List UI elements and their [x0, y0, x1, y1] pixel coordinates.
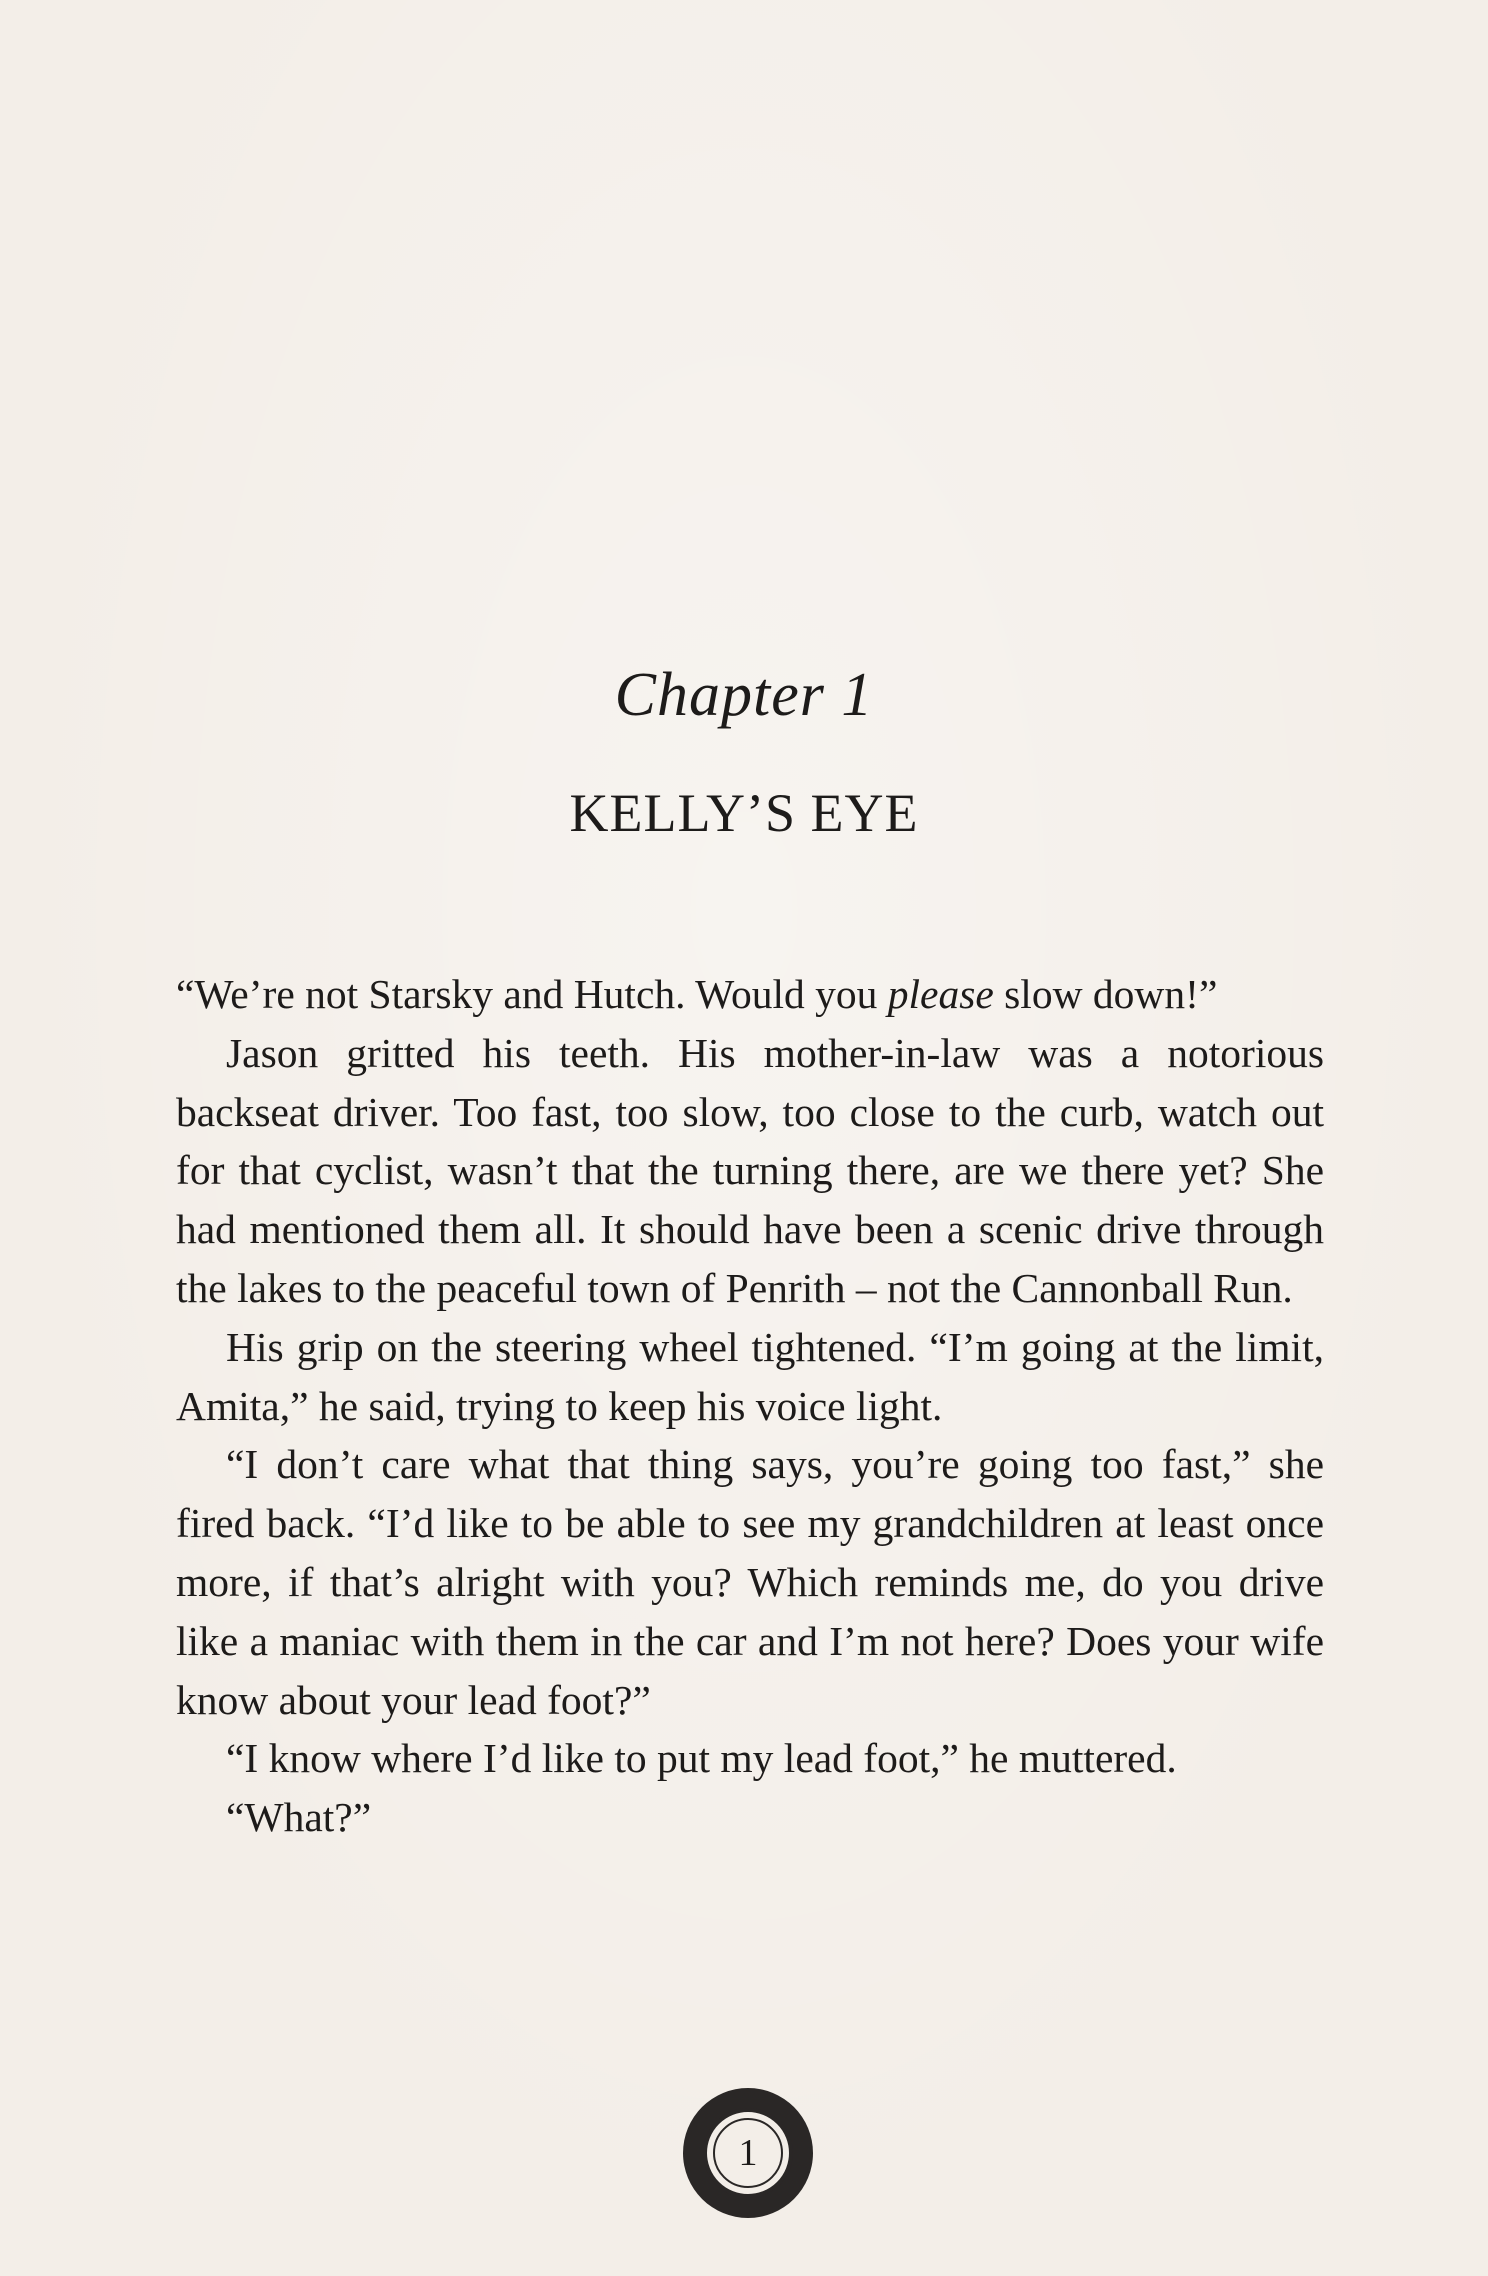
paragraph-text-end: slow down!” — [993, 971, 1218, 1017]
paragraph-text: “We’re not Starsky and Hutch. Would you — [176, 971, 888, 1017]
chapter-label: Chapter 1 — [614, 661, 874, 729]
emphasis-text: please — [887, 971, 994, 1017]
paragraph — [176, 1729, 1324, 1788]
paragraph — [176, 965, 1324, 1024]
page-number: 1 — [738, 2132, 758, 2174]
chapter-title: KELLY’S EYE — [569, 783, 919, 843]
paragraph — [176, 1435, 1324, 1729]
paragraph-text: “I know where I’d like to put my lead foot,” he muttered. — [226, 1735, 1177, 1782]
body-text — [176, 965, 1324, 1847]
paragraph-text: “What?” — [226, 1794, 372, 1841]
page-number-badge — [683, 2088, 813, 2218]
paragraph — [176, 1024, 1324, 1318]
paragraph — [176, 1318, 1324, 1436]
paragraph — [176, 1788, 1324, 1847]
paragraph-text: Jason gritted his teeth. His mother-in-law was a notorious backseat driver. Too fast, too slow, too close to the curb, watch out for that cyclist, wasn’t that the turning there, are we there yet? She had mentioned them all. It should have been a scenic drive through the lakes to the peaceful town of Penrith – not the Cannonball Run. — [176, 1029, 1324, 1311]
paragraph-text: His grip on the steering wheel tightened. “I’m going at the limit, Amita,” he said, trying to keep his voice light. — [176, 1323, 1324, 1429]
paragraph-text: “I don’t care what that thing says, you’re going too fast,” she fired back. “I’d like to be able to see my grandchildren at least once more, if that’s alright with you? Which reminds me, do you drive like a maniac with them in the car and I’m not here? Does your wife know about your lead foot?” — [176, 1441, 1324, 1723]
